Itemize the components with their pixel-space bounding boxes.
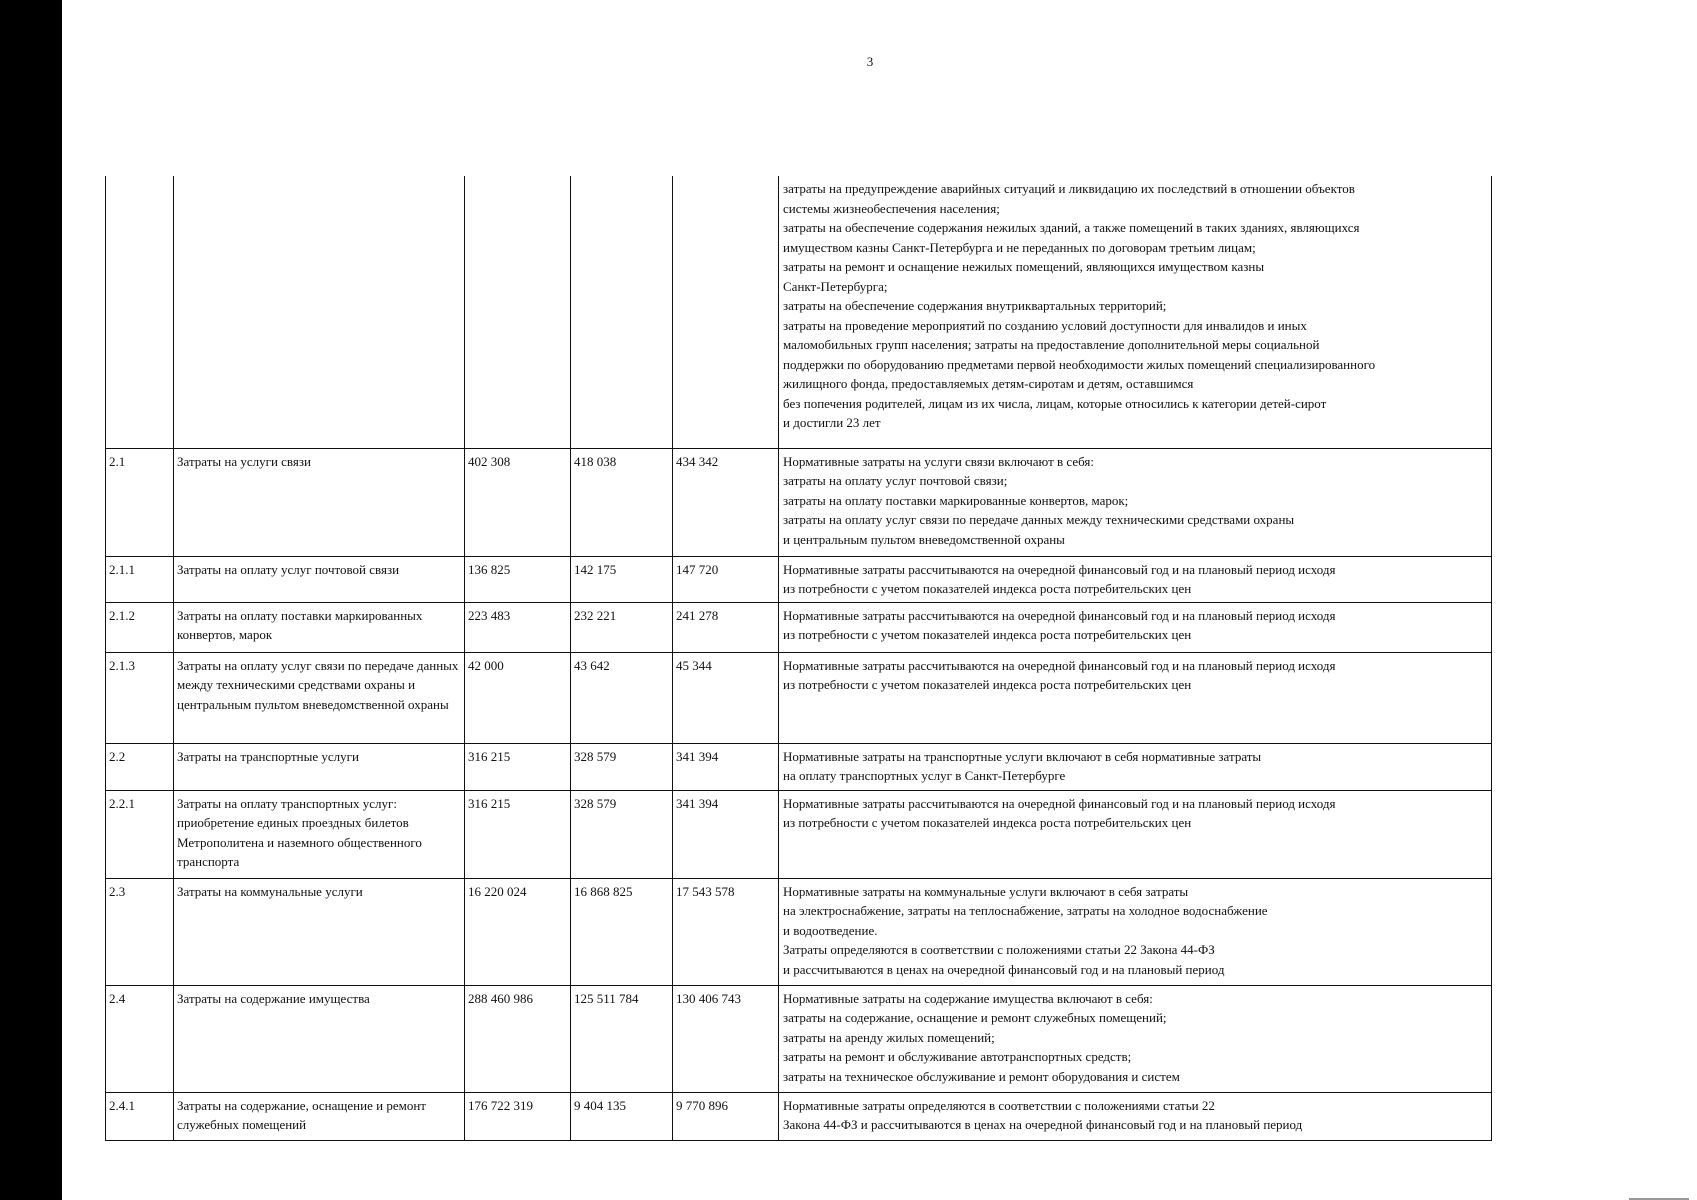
- row-name: Затраты на оплату услуг почтовой связи: [174, 556, 465, 602]
- description-line: жилищного фонда, предоставляемых детям-сиротам и детям, оставшимся: [783, 376, 1194, 391]
- row-name: Затраты на транспортные услуги: [174, 743, 465, 790]
- description-line: Нормативные затраты определяются в соответствии с положениями статьи 22: [783, 1097, 1215, 1113]
- description-line: Нормативные затраты рассчитываются на очередной финансовый год и на плановый период исходя: [783, 561, 1336, 577]
- row-description: [779, 448, 1492, 556]
- row-name: Затраты на коммунальные услуги: [174, 878, 465, 985]
- row-description: [779, 602, 1492, 652]
- row-value-1: 223 483: [465, 602, 571, 652]
- description-line: Закона 44-ФЗ и рассчитываются в ценах на очередной финансовый год и на плановый период: [783, 1117, 1303, 1132]
- description-line: Нормативные затраты на коммунальные услуги включают в себя затраты: [783, 883, 1189, 899]
- row-value-2: 16 868 825: [571, 878, 673, 985]
- description-line: имуществом казны Санкт-Петербурга и не переданных по договорам третьим лицам;: [783, 239, 1256, 255]
- row-value-3: 17 543 578: [673, 878, 779, 985]
- page-number: 3: [866, 54, 874, 69]
- table-row: [106, 556, 1492, 602]
- row-description: [779, 790, 1492, 878]
- row-code: [106, 176, 174, 448]
- cost-table: [105, 176, 1492, 1141]
- row-description: [779, 743, 1492, 790]
- row-code: 2.1.1: [106, 556, 174, 602]
- row-code: 2.4.1: [106, 1092, 174, 1140]
- description-line: и водоотведение.: [783, 922, 878, 938]
- row-value-2: 328 579: [571, 743, 673, 790]
- row-value-1: 402 308: [465, 448, 571, 556]
- table-row: [106, 878, 1492, 985]
- description-line: затраты на проведение мероприятий по созданию условий доступности для инвалидов и иных: [783, 317, 1307, 333]
- row-description: [779, 652, 1492, 743]
- description-line: затраты на предупреждение аварийных ситуаций и ликвидацию их последствий в отношении объектов: [783, 181, 1355, 196]
- row-value-3: 341 394: [673, 790, 779, 878]
- description-line: Нормативные затраты на транспортные услуги включают в себя нормативные затраты: [783, 748, 1262, 764]
- table-row: [106, 602, 1492, 652]
- table-row: [106, 790, 1492, 878]
- description-line: на электроснабжение, затраты на теплоснабжение, затраты на холодное водоснабжение: [783, 903, 1268, 918]
- table-row: [106, 743, 1492, 790]
- description-line: и рассчитываются в ценах на очередной финансовый год и на плановый период: [783, 961, 1225, 977]
- row-value-1: 288 460 986: [465, 985, 571, 1092]
- description-line: из потребности с учетом показателей индекса роста потребительских цен: [783, 815, 1192, 830]
- description-line: Нормативные затраты рассчитываются на очередной финансовый год и на плановый период исходя: [783, 657, 1336, 673]
- description-line: на оплату транспортных услуг в Санкт-Петербурге: [783, 768, 1066, 783]
- row-name: Затраты на оплату транспортных услуг: приобретение единых проездных билетов Метрополитена и наземного общественного транспорта: [174, 790, 465, 878]
- row-code: 2.1.3: [106, 652, 174, 743]
- description-line: Нормативные затраты на содержание имущества включают в себя:: [783, 990, 1153, 1006]
- description-line: системы жизнеобеспечения населения;: [783, 200, 1000, 216]
- row-value-3: 434 342: [673, 448, 779, 556]
- description-line: затраты на аренду жилых помещений;: [783, 1029, 995, 1045]
- row-value-1: 176 722 319: [465, 1092, 571, 1140]
- row-value-1: 16 220 024: [465, 878, 571, 985]
- row-code: 2.3: [106, 878, 174, 985]
- description-line: Затраты определяются в соответствии с положениями статьи 22 Закона 44-ФЗ: [783, 942, 1215, 957]
- row-code: 2.4: [106, 985, 174, 1092]
- table-row: [106, 652, 1492, 743]
- row-value-1: 42 000: [465, 652, 571, 743]
- row-name: [174, 176, 465, 448]
- description-line: затраты на ремонт и обслуживание автотранспортных средств;: [783, 1049, 1132, 1064]
- row-value-2: [571, 176, 673, 448]
- description-line: затраты на обеспечение содержания нежилых зданий, а также помещений в таких зданиях, являющихся: [783, 220, 1360, 235]
- row-description: [779, 1092, 1492, 1140]
- row-name: Затраты на оплату услуг связи по передаче данных между техническими средствами охраны и центральным пультом вневедомственной охраны: [174, 652, 465, 743]
- row-value-1: 136 825: [465, 556, 571, 602]
- description-line: без попечения родителей, лицам из их числа, лицам, которые относились к категории детей-сирот: [783, 395, 1327, 411]
- row-value-2: 142 175: [571, 556, 673, 602]
- description-line: Нормативные затраты рассчитываются на очередной финансовый год и на плановый период исходя: [783, 607, 1336, 623]
- row-value-2: 328 579: [571, 790, 673, 878]
- row-name: Затраты на содержание имущества: [174, 985, 465, 1092]
- row-code: 2.2.1: [106, 790, 174, 878]
- description-line: затраты на обеспечение содержания внутриквартальных территорий;: [783, 298, 1167, 313]
- row-value-1: [465, 176, 571, 448]
- row-name: Затраты на услуги связи: [174, 448, 465, 556]
- table-row: [106, 1092, 1492, 1140]
- scan-margin-bar: [0, 0, 62, 1200]
- description-line: затраты на оплату услуг связи по передаче данных между техническими средствами охраны: [783, 512, 1295, 527]
- table-row: [106, 985, 1492, 1092]
- row-value-3: 9 770 896: [673, 1092, 779, 1140]
- row-description: [779, 878, 1492, 985]
- description-line: затраты на оплату поставки маркированные конвертов, марок;: [783, 492, 1129, 508]
- row-code: 2.1.2: [106, 602, 174, 652]
- row-value-2: 9 404 135: [571, 1092, 673, 1140]
- description-line: и центральным пультом вневедомственной охраны: [783, 531, 1065, 547]
- row-description: [779, 176, 1492, 448]
- description-line: поддержки по оборудованию предметами первой необходимости жилых помещений специализированного: [783, 356, 1376, 372]
- row-value-2: 43 642: [571, 652, 673, 743]
- row-value-2: 232 221: [571, 602, 673, 652]
- description-line: затраты на оплату услуг почтовой связи;: [783, 473, 1008, 488]
- row-value-1: 316 215: [465, 790, 571, 878]
- row-value-3: [673, 176, 779, 448]
- row-value-3: 130 406 743: [673, 985, 779, 1092]
- description-line: из потребности с учетом показателей индекса роста потребительских цен: [783, 627, 1192, 642]
- row-value-2: 418 038: [571, 448, 673, 556]
- row-value-3: 45 344: [673, 652, 779, 743]
- description-line: из потребности с учетом показателей индекса роста потребительских цен: [783, 581, 1192, 596]
- table-row: [106, 176, 1492, 448]
- description-line: маломобильных групп населения; затраты на предоставление дополнительной меры социальной: [783, 337, 1320, 352]
- row-value-3: 341 394: [673, 743, 779, 790]
- description-line: и достигли 23 лет: [783, 415, 881, 430]
- description-line: затраты на ремонт и оснащение нежилых помещений, являющихся имуществом казны: [783, 259, 1265, 274]
- row-code: 2.1: [106, 448, 174, 556]
- row-name: Затраты на оплату поставки маркированных конвертов, марок: [174, 602, 465, 652]
- description-line: Санкт-Петербурга;: [783, 278, 888, 294]
- table-row: [106, 448, 1492, 556]
- description-line: из потребности с учетом показателей индекса роста потребительских цен: [783, 677, 1192, 692]
- row-value-3: 241 278: [673, 602, 779, 652]
- row-description: [779, 985, 1492, 1092]
- description-line: Нормативные затраты на услуги связи включают в себя:: [783, 453, 1094, 469]
- description-line: затраты на содержание, оснащение и ремонт служебных помещений;: [783, 1010, 1167, 1025]
- row-value-2: 125 511 784: [571, 985, 673, 1092]
- row-description: [779, 556, 1492, 602]
- description-line: затраты на техническое обслуживание и ремонт оборудования и систем: [783, 1068, 1180, 1084]
- row-code: 2.2: [106, 743, 174, 790]
- row-name: Затраты на содержание, оснащение и ремонт служебных помещений: [174, 1092, 465, 1140]
- row-value-3: 147 720: [673, 556, 779, 602]
- description-line: Нормативные затраты рассчитываются на очередной финансовый год и на плановый период исходя: [783, 795, 1336, 811]
- row-value-1: 316 215: [465, 743, 571, 790]
